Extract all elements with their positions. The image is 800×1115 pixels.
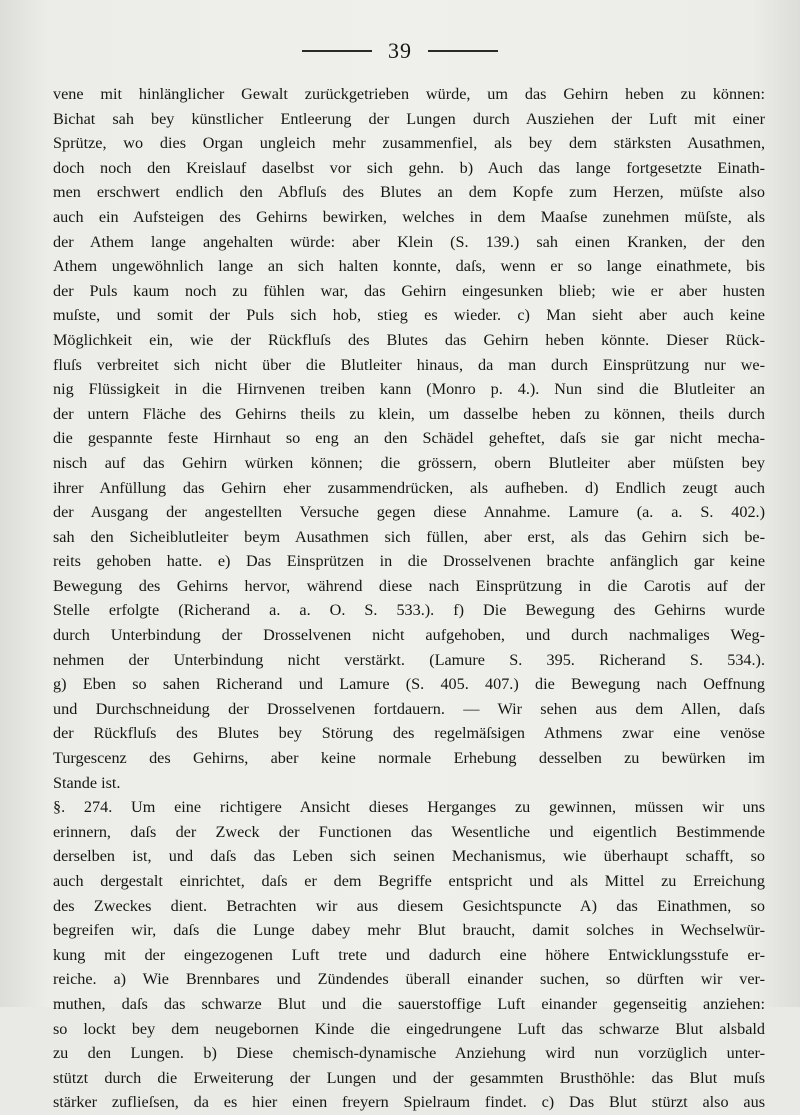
text-line: so lockt bey dem neugebornen Kinde die eingedrungene Luft das schwarze Blut alsbald bbox=[53, 1019, 765, 1038]
text-line: Stelle erfolgte (Richerand a. a. O. S. 533.). f) Die Bewegung des Gehirns wurde bbox=[53, 601, 765, 620]
page-number: 39 bbox=[388, 38, 412, 63]
text-line: nehmen der Unterbindung nicht verstärkt. (Lamure S. 395. Richerand S. 534.). bbox=[53, 650, 765, 669]
text-line: sah den Sicheiblutleiter beym Ausathmen sich füllen, aber erst, als das Gehirn sich be- bbox=[53, 527, 765, 546]
text-line: ihrer Anfüllung das Gehirn eher zusammendrücken, als aufheben. d) Endlich zeugt auch bbox=[53, 478, 765, 497]
text-line: der Puls kaum noch zu fühlen war, das Gehirn eingesunken blieb; wie er aber husten bbox=[53, 281, 765, 300]
text-line: erinnern, daſs der Zweck der Functionen das Wesentliche und eigentlich Bestimmende bbox=[53, 822, 765, 841]
text-line: Bichat sah bey künstlicher Entleerung der Lungen durch Ausziehen der Luft mit einer bbox=[53, 109, 765, 128]
text-line: Athem ungewöhnlich lange an sich halten konnte, daſs, wenn er so lange einathmete, bis bbox=[53, 257, 765, 276]
text-line: Stande ist. bbox=[53, 773, 121, 792]
text-line: Turgescenz des Gehirns, aber keine normale Erhebung desselben zu bewürken im bbox=[53, 749, 765, 768]
header-rule-right bbox=[428, 50, 498, 52]
text-line: stützt durch die Erweiterung der Lungen und der gesammten Brusthöhle: das Blut muſs bbox=[53, 1068, 765, 1087]
body-text bbox=[53, 82, 765, 1115]
text-line: der untern Fläche des Gehirns theils zu klein, um dasselbe heben zu können, theils durch bbox=[53, 404, 765, 423]
text-line: zu den Lungen. b) Diese chemisch-dynamische Anziehung wird nun vorzüglich unter- bbox=[53, 1044, 765, 1063]
text-line: vene mit hinlänglicher Gewalt zurückgetrieben würde, um das Gehirn heben zu können: bbox=[53, 85, 765, 103]
text-line: doch noch den Kreislauf daselbst vor sich gehn. b) Auch das lange fortgesetzte Einath- bbox=[53, 158, 765, 177]
text-line: und Durchschneidung der Drosselvenen fortdauern. — Wir sehen aus dem Allen, daſs bbox=[53, 699, 765, 718]
text-line: g) Eben so sahen Richerand und Lamure (S. 405. 407.) die Bewegung nach Oeffnung bbox=[53, 675, 765, 694]
text-line: stärker zuflieſsen, da es hier einen freyern Spielraum findet. c) Das Blut stürzt also aus bbox=[53, 1093, 765, 1112]
text-line: reits gehoben hatte. e) Das Einsprützen in die Drosselvenen brachte anfänglich gar keine bbox=[53, 552, 765, 571]
text-line: reiche. a) Wie Brennbares und Zündendes überall einander suchen, so dürften wir ver- bbox=[53, 970, 765, 989]
text-line: Möglichkeit ein, wie der Rückfluſs des Blutes das Gehirn heben könnte. Dieser Rück- bbox=[53, 330, 765, 349]
header-rule-left bbox=[302, 50, 372, 52]
text-line: die gespannte feste Hirnhaut so eng an den Schädel geheftet, daſs sie gar nicht mecha- bbox=[53, 429, 765, 448]
text-line: begreifen wir, daſs die Lunge dabey mehr Blut braucht, damit solches in Wechselwür- bbox=[53, 921, 765, 940]
text-line: derselben ist, und daſs das Leben sich seinen Mechanismus, wie überhaupt schafft, so bbox=[53, 847, 765, 866]
text-line: Sprütze, wo dies Organ ungleich mehr zusammenfiel, als bey dem stärksten Ausathmen, bbox=[53, 134, 765, 153]
text-line: Bewegung des Gehirns hervor, während diese nach Einsprützung in die Carotis auf der bbox=[53, 576, 765, 595]
page-header bbox=[0, 38, 800, 64]
text-line: der Ausgang der angestellten Versuche gegen diese Annahme. Lamure (a. a. S. 402.) bbox=[53, 503, 765, 522]
text-line: der Athem lange angehalten würde: aber Klein (S. 139.) sah einen Kranken, der den bbox=[53, 232, 765, 251]
text-line: des Zweckes dient. Betrachten wir aus diesem Gesichtspuncte A) das Einathmen, so bbox=[53, 896, 765, 915]
text-line: nig Flüssigkeit in die Hirnvenen treiben kann (Monro p. 4.). Nun sind die Blutleiter an bbox=[53, 380, 765, 399]
text-line: men erschwert endlich den Abfluſs des Blutes an dem Kopfe zum Herzen, müſste also bbox=[53, 183, 765, 202]
section-start-line: §. 274. Um eine richtigere Ansicht dieses Herganges zu gewinnen, müssen wir uns bbox=[53, 798, 765, 817]
text-line: muthen, daſs das schwarze Blut und die sauerstoffige Luft einander gegenseitig anziehen: bbox=[53, 994, 765, 1013]
text-line: nisch auf das Gehirn würken können; die grössern, obern Blutleiter aber müſsten bey bbox=[53, 453, 765, 472]
text-line: auch ein Aufsteigen des Gehirns bewirken, welches in dem Maaſse zunehmen müſste, als bbox=[53, 207, 765, 226]
text-line: auch dergestalt einrichtet, daſs er dem Begriffe entspricht und als Mittel zu Erreichung bbox=[53, 872, 765, 890]
text-line: durch Unterbindung der Drosselvenen nicht aufgehoben, und durch nachmaliges Weg- bbox=[53, 626, 765, 645]
text-line: der Rückfluſs des Blutes bey Störung des regelmäſsigen Athmens zwar eine venöse bbox=[53, 724, 765, 743]
text-line: fluſs verbreitet sich nicht über die Blutleiter hinaus, da man durch Einsprützung nur we- bbox=[53, 355, 765, 374]
text-line: muſste, und somit der Puls sich hob, stieg es wieder. c) Man sieht aber auch keine bbox=[53, 306, 765, 325]
text-line: kung mit der eingezogenen Luft trete und dadurch eine höhere Entwicklungsstufe er- bbox=[53, 945, 765, 964]
